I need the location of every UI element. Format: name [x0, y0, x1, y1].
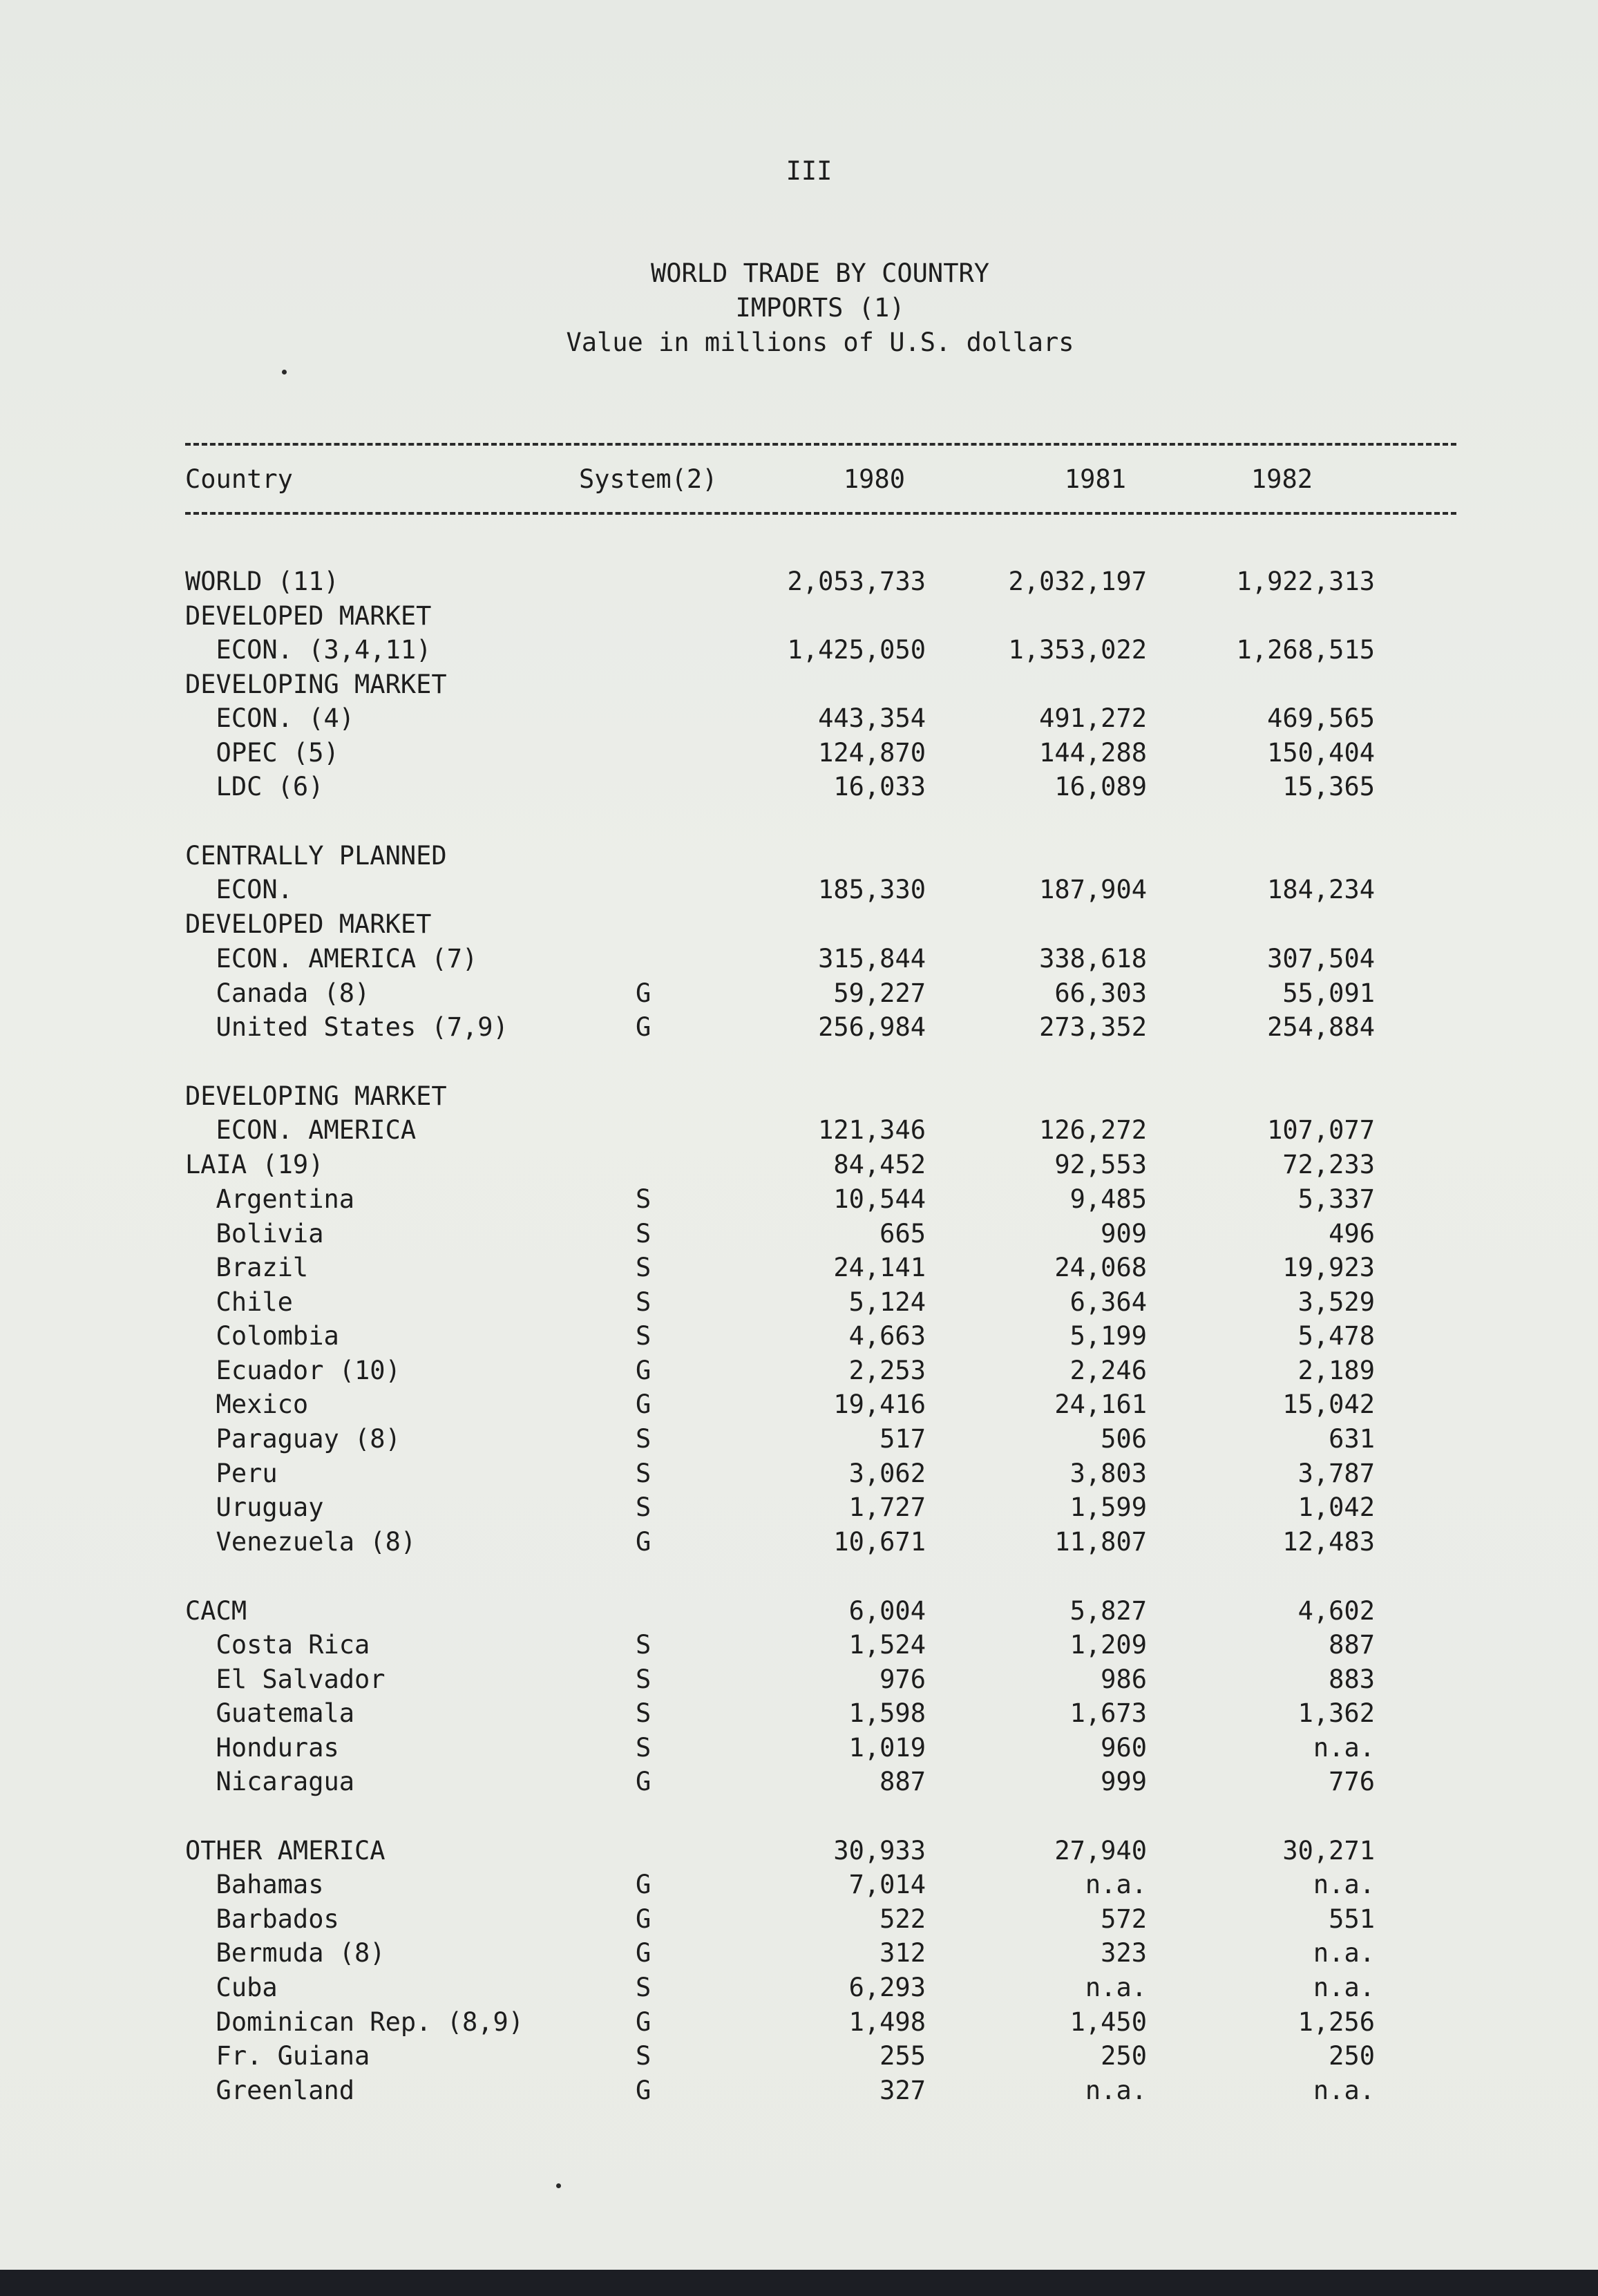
table-row — [0, 1596, 1598, 1626]
value-1981-cell: 506 — [1101, 1424, 1147, 1454]
value-1981-cell: n.a. — [1085, 1973, 1147, 2002]
country-cell: DEVELOPED MARKET — [185, 601, 432, 631]
value-1982-cell: 883 — [1329, 1664, 1375, 1694]
country-cell: Ecuador (10) — [185, 1356, 401, 1385]
country-cell: OPEC (5) — [185, 738, 339, 768]
table-row — [0, 1253, 1598, 1283]
value-1980-cell: 517 — [879, 1424, 926, 1454]
value-1980-cell: 522 — [879, 1904, 926, 1934]
table-row — [0, 1836, 1598, 1866]
country-cell: Peru — [185, 1459, 278, 1488]
country-cell: CENTRALLY PLANNED — [185, 841, 447, 871]
system-cell: G — [636, 978, 651, 1008]
table-row — [0, 738, 1598, 768]
value-1981-cell: 338,618 — [1039, 944, 1147, 974]
table-row — [0, 1115, 1598, 1146]
country-cell: United States (7,9) — [185, 1012, 508, 1042]
system-cell: S — [636, 1492, 651, 1522]
value-1982-cell: 150,404 — [1267, 738, 1375, 768]
page-number: III — [786, 156, 833, 186]
table-row — [0, 1150, 1598, 1180]
table-row — [0, 1938, 1598, 1968]
value-1981-cell: n.a. — [1085, 1870, 1147, 1899]
value-1982-cell: 776 — [1329, 1767, 1375, 1796]
value-1982-cell: 2,189 — [1297, 1356, 1375, 1385]
system-cell: G — [636, 1870, 651, 1899]
system-cell: S — [636, 1253, 651, 1282]
country-cell: Nicaragua — [185, 1767, 355, 1796]
value-1980-cell: 84,452 — [833, 1150, 926, 1179]
value-1981-cell: 6,364 — [1069, 1287, 1147, 1317]
page-title: WORLD TRADE BY COUNTRY — [650, 258, 990, 288]
value-1981-cell: 323 — [1101, 1938, 1147, 1968]
value-1981-cell: 273,352 — [1039, 1012, 1147, 1042]
system-cell: S — [636, 1424, 651, 1454]
value-1980-cell: 10,671 — [833, 1527, 926, 1557]
value-1980-cell: 6,293 — [848, 1973, 926, 2002]
value-1982-cell: 5,478 — [1297, 1321, 1375, 1351]
system-cell: S — [636, 1733, 651, 1763]
value-1982-cell: 30,271 — [1282, 1836, 1375, 1866]
system-cell: G — [636, 1904, 651, 1934]
value-1981-cell: 1,353,022 — [1008, 635, 1147, 665]
country-cell: El Salvador — [185, 1664, 386, 1694]
value-1980-cell: 24,141 — [833, 1253, 926, 1282]
country-cell: Argentina — [185, 1184, 355, 1214]
value-1982-cell: 3,787 — [1297, 1459, 1375, 1488]
value-1982-cell: n.a. — [1313, 1733, 1375, 1763]
value-1982-cell: 1,268,515 — [1236, 635, 1375, 665]
value-1981-cell: 960 — [1101, 1733, 1147, 1763]
table-row — [0, 1356, 1598, 1386]
value-1981-cell: 27,940 — [1054, 1836, 1147, 1866]
system-cell: G — [636, 1389, 651, 1419]
value-1980-cell: 7,014 — [848, 1870, 926, 1899]
country-cell: Honduras — [185, 1733, 339, 1763]
value-1982-cell: 551 — [1329, 1904, 1375, 1934]
value-1981-cell: 3,803 — [1069, 1459, 1147, 1488]
value-1982-cell: n.a. — [1313, 1870, 1375, 1899]
value-1980-cell: 327 — [879, 2076, 926, 2105]
country-cell: Paraguay (8) — [185, 1424, 401, 1454]
table-row — [0, 1767, 1598, 1797]
value-1981-cell: 986 — [1101, 1664, 1147, 1694]
table-row — [0, 944, 1598, 974]
speck — [282, 370, 287, 374]
value-1980-cell: 1,524 — [848, 1630, 926, 1660]
table-row — [0, 1664, 1598, 1695]
value-1982-cell: 307,504 — [1267, 944, 1375, 974]
value-1980-cell: 976 — [879, 1664, 926, 1694]
country-cell: Uruguay — [185, 1492, 324, 1522]
value-1982-cell: 107,077 — [1267, 1115, 1375, 1145]
value-1982-cell: 496 — [1329, 1219, 1375, 1249]
value-1980-cell: 665 — [879, 1219, 926, 1249]
system-cell: G — [636, 1767, 651, 1796]
value-1981-cell: 16,089 — [1054, 772, 1147, 801]
country-cell: LAIA (19) — [185, 1150, 324, 1179]
table-header — [0, 464, 1598, 495]
country-cell: WORLD (11) — [185, 567, 339, 596]
table-row — [0, 1424, 1598, 1454]
value-1982-cell: 1,256 — [1297, 2007, 1375, 2037]
value-1982-cell: 184,234 — [1267, 875, 1375, 904]
value-1981-cell: 909 — [1101, 1219, 1147, 1249]
value-1981-cell: 66,303 — [1054, 978, 1147, 1008]
system-cell: S — [636, 1630, 651, 1660]
value-1980-cell: 59,227 — [833, 978, 926, 1008]
table-row — [0, 1459, 1598, 1489]
country-cell: ECON. AMERICA — [185, 1115, 417, 1145]
header-country: Country — [185, 464, 293, 494]
table-row — [0, 1012, 1598, 1043]
country-cell: Bermuda (8) — [185, 1938, 386, 1968]
country-cell: ECON. AMERICA (7) — [185, 944, 478, 974]
value-1981-cell: 144,288 — [1039, 738, 1147, 768]
value-1982-cell: 55,091 — [1282, 978, 1375, 1008]
scan-edge — [0, 2270, 1598, 2296]
value-1981-cell: 24,068 — [1054, 1253, 1147, 1282]
value-1981-cell: 187,904 — [1039, 875, 1147, 904]
value-1980-cell: 6,004 — [848, 1596, 926, 1626]
country-cell: Bahamas — [185, 1870, 324, 1899]
value-1981-cell: 572 — [1101, 1904, 1147, 1934]
value-1981-cell: 999 — [1101, 1767, 1147, 1796]
value-1982-cell: 15,365 — [1282, 772, 1375, 801]
country-cell: Venezuela (8) — [185, 1527, 417, 1557]
table-row — [0, 1287, 1598, 1318]
value-1980-cell: 1,425,050 — [787, 635, 926, 665]
value-1982-cell: 254,884 — [1267, 1012, 1375, 1042]
table-row — [0, 1698, 1598, 1729]
value-1982-cell: 469,565 — [1267, 703, 1375, 733]
system-cell: S — [636, 1321, 651, 1351]
country-cell: Costa Rica — [185, 1630, 370, 1660]
value-1980-cell: 10,544 — [833, 1184, 926, 1214]
value-1980-cell: 1,019 — [848, 1733, 926, 1763]
value-1982-cell: 72,233 — [1282, 1150, 1375, 1179]
value-1981-cell: 491,272 — [1039, 703, 1147, 733]
system-cell: S — [636, 1698, 651, 1728]
header-1980: 1980 — [843, 464, 905, 494]
system-cell: G — [636, 1938, 651, 1968]
value-1982-cell: 5,337 — [1297, 1184, 1375, 1214]
country-cell: Mexico — [185, 1389, 309, 1419]
header-1981: 1981 — [1064, 464, 1126, 494]
value-1981-cell: 24,161 — [1054, 1389, 1147, 1419]
value-1982-cell: 4,602 — [1297, 1596, 1375, 1626]
value-1982-cell: 250 — [1329, 2041, 1375, 2071]
country-cell: CACM — [185, 1596, 247, 1626]
country-cell: Guatemala — [185, 1698, 355, 1728]
header-system: System(2) — [579, 464, 718, 494]
value-1980-cell: 1,598 — [848, 1698, 926, 1728]
country-cell: Dominican Rep. (8,9) — [185, 2007, 524, 2037]
value-1980-cell: 255 — [879, 2041, 926, 2071]
country-cell: OTHER AMERICA — [185, 1836, 386, 1866]
value-1980-cell: 315,844 — [818, 944, 926, 974]
table-row — [0, 1081, 1598, 1112]
country-cell: DEVELOPING MARKET — [185, 1081, 447, 1111]
country-cell: Bolivia — [185, 1219, 324, 1249]
system-cell: G — [636, 2076, 651, 2105]
country-cell: Colombia — [185, 1321, 339, 1351]
country-cell: ECON. — [185, 875, 293, 904]
value-1981-cell: 92,553 — [1054, 1150, 1147, 1179]
value-1982-cell: 1,922,313 — [1236, 567, 1375, 596]
table-row — [0, 703, 1598, 734]
page-subtitle: IMPORTS (1) — [735, 293, 905, 323]
table-row — [0, 909, 1598, 940]
value-1982-cell: n.a. — [1313, 1938, 1375, 1968]
table-row — [0, 2041, 1598, 2071]
country-cell: Fr. Guiana — [185, 2041, 370, 2071]
header-rule-top — [185, 443, 1456, 446]
table-row — [0, 2076, 1598, 2106]
value-1982-cell: 887 — [1329, 1630, 1375, 1660]
country-cell: Chile — [185, 1287, 293, 1317]
value-1982-cell: 19,923 — [1282, 1253, 1375, 1282]
value-1980-cell: 1,727 — [848, 1492, 926, 1522]
value-1980-cell: 2,053,733 — [787, 567, 926, 596]
table-row — [0, 2007, 1598, 2038]
value-1982-cell: 1,362 — [1297, 1698, 1375, 1728]
table-row — [0, 1733, 1598, 1763]
country-cell: Cuba — [185, 1973, 278, 2002]
value-1980-cell: 185,330 — [818, 875, 926, 904]
system-cell: S — [636, 1287, 651, 1317]
header-1982: 1982 — [1250, 464, 1313, 494]
value-1981-cell: 1,450 — [1069, 2007, 1147, 2037]
value-1980-cell: 5,124 — [848, 1287, 926, 1317]
value-1981-cell: 2,246 — [1069, 1356, 1147, 1385]
value-1982-cell: 15,042 — [1282, 1389, 1375, 1419]
table-row — [0, 1630, 1598, 1660]
value-1981-cell: 5,199 — [1069, 1321, 1147, 1351]
value-1980-cell: 124,870 — [818, 738, 926, 768]
value-1981-cell: 126,272 — [1039, 1115, 1147, 1145]
table-row — [0, 670, 1598, 700]
table-row — [0, 1870, 1598, 1900]
table-row — [0, 1904, 1598, 1935]
country-cell: Greenland — [185, 2076, 355, 2105]
system-cell: S — [636, 1664, 651, 1694]
units-note: Value in millions of U.S. dollars — [566, 328, 1074, 357]
country-cell: ECON. (3,4,11) — [185, 635, 432, 665]
value-1980-cell: 30,933 — [833, 1836, 926, 1866]
system-cell: G — [636, 1527, 651, 1557]
country-cell: LDC (6) — [185, 772, 324, 801]
value-1980-cell: 887 — [879, 1767, 926, 1796]
value-1982-cell: 631 — [1329, 1424, 1375, 1454]
system-cell: G — [636, 1356, 651, 1385]
value-1982-cell: 1,042 — [1297, 1492, 1375, 1522]
value-1980-cell: 3,062 — [848, 1459, 926, 1488]
value-1980-cell: 443,354 — [818, 703, 926, 733]
country-cell: Brazil — [185, 1253, 309, 1282]
value-1980-cell: 1,498 — [848, 2007, 926, 2037]
system-cell: G — [636, 2007, 651, 2037]
value-1982-cell: n.a. — [1313, 2076, 1375, 2105]
value-1981-cell: 9,485 — [1069, 1184, 1147, 1214]
value-1981-cell: 1,673 — [1069, 1698, 1147, 1728]
system-cell: S — [636, 2041, 651, 2071]
header-rule-bottom — [185, 512, 1456, 515]
system-cell: S — [636, 1459, 651, 1488]
table-row — [0, 1492, 1598, 1523]
table-row — [0, 567, 1598, 597]
value-1981-cell: n.a. — [1085, 2076, 1147, 2105]
system-cell: S — [636, 1973, 651, 2002]
value-1980-cell: 16,033 — [833, 772, 926, 801]
value-1981-cell: 250 — [1101, 2041, 1147, 2071]
value-1981-cell: 2,032,197 — [1008, 567, 1147, 596]
country-cell: Barbados — [185, 1904, 339, 1934]
table-row — [0, 978, 1598, 1009]
table-row — [0, 772, 1598, 802]
table-row — [0, 1527, 1598, 1557]
country-cell: ECON. (4) — [185, 703, 355, 733]
system-cell: S — [636, 1184, 651, 1214]
value-1980-cell: 19,416 — [833, 1389, 926, 1419]
system-cell: S — [636, 1219, 651, 1249]
value-1982-cell: 12,483 — [1282, 1527, 1375, 1557]
table-row — [0, 1184, 1598, 1215]
system-cell: G — [636, 1012, 651, 1042]
value-1981-cell: 5,827 — [1069, 1596, 1147, 1626]
value-1980-cell: 4,663 — [848, 1321, 926, 1351]
speck — [556, 2183, 561, 2188]
value-1980-cell: 121,346 — [818, 1115, 926, 1145]
table-row — [0, 1219, 1598, 1249]
table-row — [0, 1321, 1598, 1351]
country-cell: Canada (8) — [185, 978, 370, 1008]
value-1982-cell: n.a. — [1313, 1973, 1375, 2002]
value-1981-cell: 1,209 — [1069, 1630, 1147, 1660]
table-row — [0, 1973, 1598, 2003]
value-1982-cell: 3,529 — [1297, 1287, 1375, 1317]
value-1981-cell: 1,599 — [1069, 1492, 1147, 1522]
table-row — [0, 601, 1598, 632]
table-row — [0, 1389, 1598, 1420]
value-1980-cell: 256,984 — [818, 1012, 926, 1042]
country-cell: DEVELOPED MARKET — [185, 909, 432, 939]
value-1980-cell: 312 — [879, 1938, 926, 1968]
country-cell: DEVELOPING MARKET — [185, 670, 447, 699]
table-row — [0, 875, 1598, 905]
value-1981-cell: 11,807 — [1054, 1527, 1147, 1557]
table-row — [0, 635, 1598, 665]
value-1980-cell: 2,253 — [848, 1356, 926, 1385]
table-row — [0, 841, 1598, 871]
